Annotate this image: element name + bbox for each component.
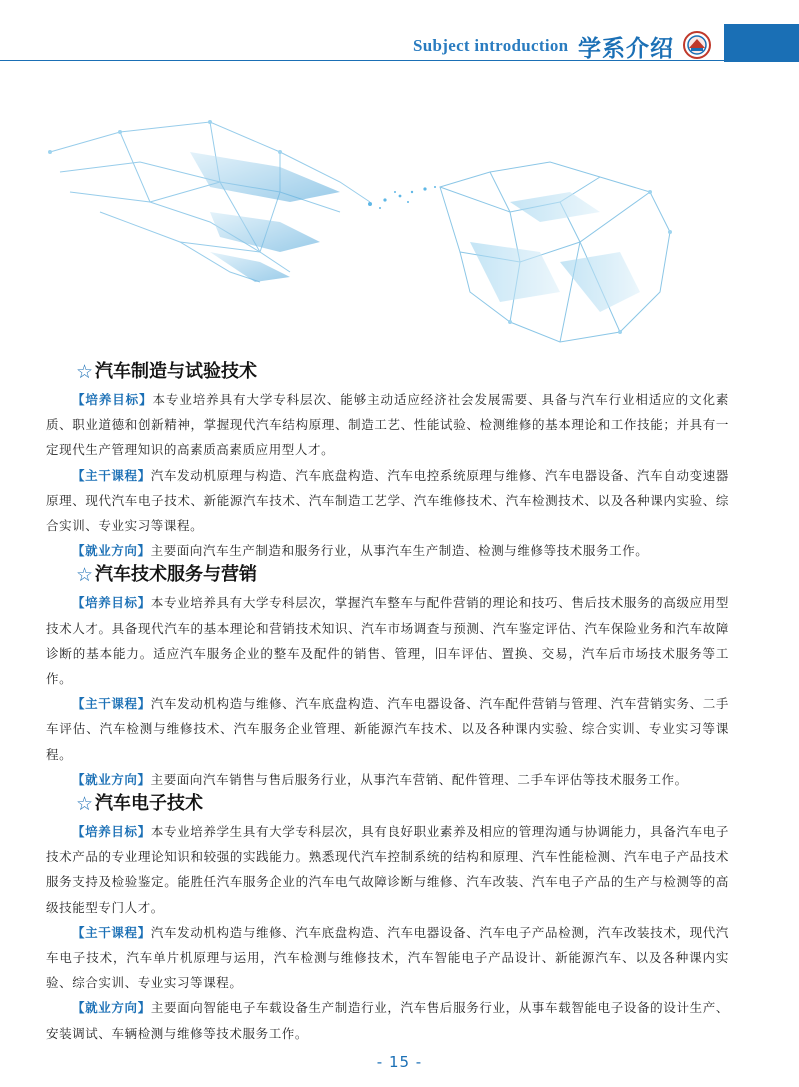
section-title-text: 汽车技术服务与营销 xyxy=(95,564,258,586)
paragraph-text: 汽车发动机构造与维修、汽车底盘构造、汽车电器设备、汽车配件营销与管理、汽车营销实务、二手车评估、汽车检测与维修技术、汽车服务企业管理、新能源汽车技术、以及各种课内实验、综合实训、专业实习等课程。 xyxy=(46,696,729,762)
paragraph-text: 主要面向汽车生产制造和服务行业，从事汽车生产制造、检测与维修等技术服务工作。 xyxy=(150,543,649,559)
paragraph-text: 本专业培养学生具有大学专科层次，具有良好职业素养及相应的管理沟通与协调能力，具备汽车电子技术产品的专业理论知识和较强的实践能力。熟悉现代汽车控制系统的结构和原理、汽车性能检测、汽车电子产品技术服务支持及检验鉴定。能胜任汽车服务企业的汽车电气故障诊断与维修、汽车改装、汽车电子产品的生产与检测等的高级技能型专门人才。 xyxy=(46,824,729,915)
tag-label: 【培养目标】 xyxy=(72,392,153,407)
section-manufacturing xyxy=(46,360,729,563)
paragraph-goal xyxy=(46,590,729,691)
section-electronics xyxy=(46,792,729,1046)
tag-label: 【就业方向】 xyxy=(72,1000,151,1016)
paragraph-goal xyxy=(46,387,729,463)
paragraph-text: 汽车发动机构造与维修、汽车底盘构造、汽车电器设备、汽车电子产品检测，汽车改装技术，现代汽车电子技术，汽车单片机原理与运用，汽车检测与维修技术，汽车智能电子产品设计、新能源汽车、以及各种课内实验、综合实训、专业实习等课程。 xyxy=(46,924,729,991)
header-accent-block xyxy=(724,24,799,62)
paragraph-text: 本专业培养具有大学专科层次、能够主动适应经济社会发展需要、具备与汽车行业相适应的文化素质、职业道德和创新精神，掌握现代汽车结构原理、制造工艺、性能试验、检测维修的基本理论和工作技能；并具有一定现代生产管理知识的高素质高素质应用型人才。 xyxy=(46,392,729,458)
star-icon: ☆ xyxy=(76,564,94,587)
tag-label: 【主干课程】 xyxy=(72,467,151,483)
section-title xyxy=(76,360,729,384)
tag-label: 【主干课程】 xyxy=(72,696,151,712)
tag-label: 【主干课程】 xyxy=(72,924,151,940)
tag-label: 【培养目标】 xyxy=(72,824,151,840)
star-icon: ☆ xyxy=(76,793,94,816)
page-header xyxy=(0,0,799,62)
hands-illustration xyxy=(40,92,680,352)
paragraph-text: 主要面向智能电子车载设备生产制造行业，汽车售后服务行业，从事车载智能电子设备的设计生产、安装调试、车辆检测与维修等技术服务工作。 xyxy=(46,1000,729,1041)
paragraph-career xyxy=(46,538,729,563)
header-subtitle-en: Subject introduction xyxy=(413,36,569,55)
paragraph-text: 汽车发动机原理与构造、汽车底盘构造、汽车电控系统原理与维修、汽车电器设备、汽车自动变速器原理、现代汽车电子技术、新能源汽车技术、汽车制造工艺学、汽车维修技术、汽车检测技术、以及各种课内实验、综合实训、专业实习等课程。 xyxy=(46,467,729,534)
paragraph-career xyxy=(46,767,729,792)
header-title-cn: 学系介绍 xyxy=(578,35,674,62)
section-title-text: 汽车电子技术 xyxy=(95,793,204,815)
paragraph-courses xyxy=(46,463,729,539)
main-content xyxy=(46,360,729,1046)
page-number: - 15 - xyxy=(376,1053,423,1071)
tag-label: 【就业方向】 xyxy=(72,543,151,559)
paragraph-text: 主要面向汽车销售与售后服务行业，从事汽车营销、配件管理、二手车评估等技术服务工作。 xyxy=(150,771,688,787)
school-logo-icon xyxy=(683,31,711,59)
section-service-marketing xyxy=(46,563,729,792)
paragraph-courses xyxy=(46,920,729,996)
star-icon: ☆ xyxy=(76,361,94,383)
section-title xyxy=(76,792,729,816)
section-title xyxy=(76,563,729,587)
tag-label: 【培养目标】 xyxy=(72,595,151,611)
tag-label: 【就业方向】 xyxy=(72,771,151,787)
paragraph-text: 本专业培养具有大学专科层次，掌握汽车整车与配件营销的理论和技巧、售后技术服务的高级应用型技术人才。具备现代汽车的基本理论和营销技术知识、汽车市场调查与预测、汽车鉴定评估、汽车保险业务和汽车故障诊断的基本能力。适应汽车服务企业的整车及配件的销售、管理，旧车评估、置换、交易，汽车后市场技术服务等工作。 xyxy=(46,595,729,687)
paragraph-goal xyxy=(46,819,729,920)
section-title-text: 汽车制造与试验技术 xyxy=(95,361,258,382)
paragraph-career xyxy=(46,995,729,1045)
paragraph-courses xyxy=(46,691,729,767)
